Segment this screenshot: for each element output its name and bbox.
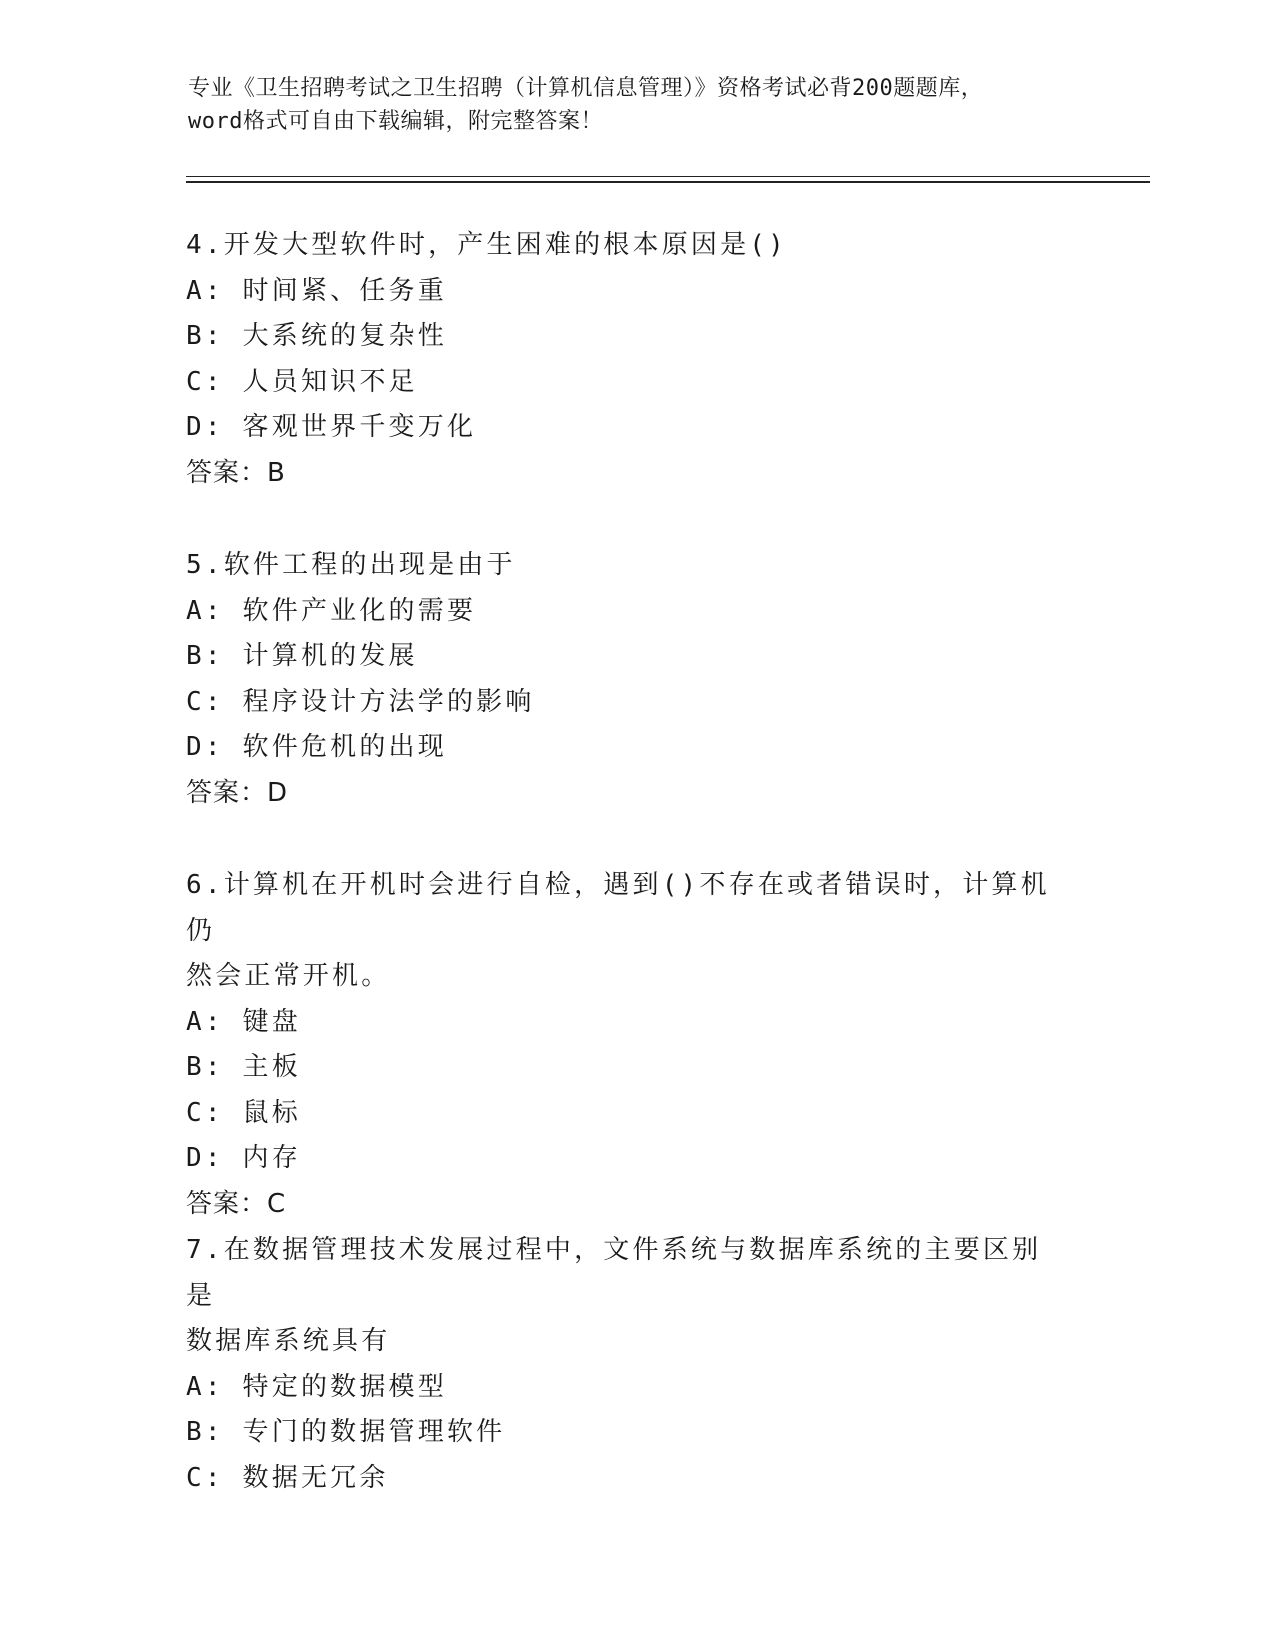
- answer-label: 答案：D: [186, 777, 289, 808]
- option-b: B: 主板: [186, 1052, 301, 1082]
- option-b: B: 专门的数据管理软件: [186, 1417, 506, 1447]
- option-a: A: 软件产业化的需要: [186, 595, 477, 626]
- answer-label: 答案：B: [186, 457, 286, 488]
- option-a: A: 特定的数据模型: [186, 1371, 447, 1402]
- question-5: [186, 543, 1066, 816]
- question-6: [186, 863, 1066, 1227]
- header-divider-thin: [186, 176, 1150, 177]
- header-line-1: 专业《卫生招聘考试之卫生招聘（计算机信息管理）》资格考试必背200题题库，: [188, 76, 984, 101]
- option-c: C: 鼠标: [186, 1097, 301, 1128]
- option-d: D: 客观世界千变万化: [186, 412, 477, 442]
- header-line-2: word格式可自由下载编辑，附完整答案！: [188, 109, 603, 134]
- option-b: B: 大系统的复杂性: [186, 321, 447, 351]
- option-d: D: 内存: [186, 1143, 301, 1173]
- question-stem: 4.开发大型软件时，产生困难的根本原因是(): [186, 230, 788, 260]
- question-stem-line-2: 然会正常开机。: [186, 961, 391, 991]
- option-c: C: 人员知识不足: [186, 366, 418, 397]
- question-4: [186, 223, 1066, 496]
- question-stem-line-1: 6.计算机在开机时会进行自检，遇到()不存在或者错误时，计算机仍: [186, 870, 1050, 946]
- option-a: A: 键盘: [186, 1006, 301, 1037]
- question-stem-line-2: 数据库系统具有: [186, 1326, 391, 1356]
- option-b: B: 计算机的发展: [186, 641, 418, 671]
- question-7: [186, 1228, 1066, 1501]
- question-stem: 5.软件工程的出现是由于: [186, 550, 516, 580]
- option-d: D: 软件危机的出现: [186, 732, 447, 762]
- document-header: [188, 72, 1088, 138]
- option-c: C: 程序设计方法学的影响: [186, 686, 535, 717]
- question-stem-line-1: 7.在数据管理技术发展过程中，文件系统与数据库系统的主要区别是: [186, 1235, 1042, 1311]
- option-c: C: 数据无冗余: [186, 1462, 389, 1493]
- answer-label: 答案：C: [186, 1188, 287, 1219]
- option-a: A: 时间紧、任务重: [186, 275, 447, 306]
- header-divider-thick: [186, 181, 1150, 183]
